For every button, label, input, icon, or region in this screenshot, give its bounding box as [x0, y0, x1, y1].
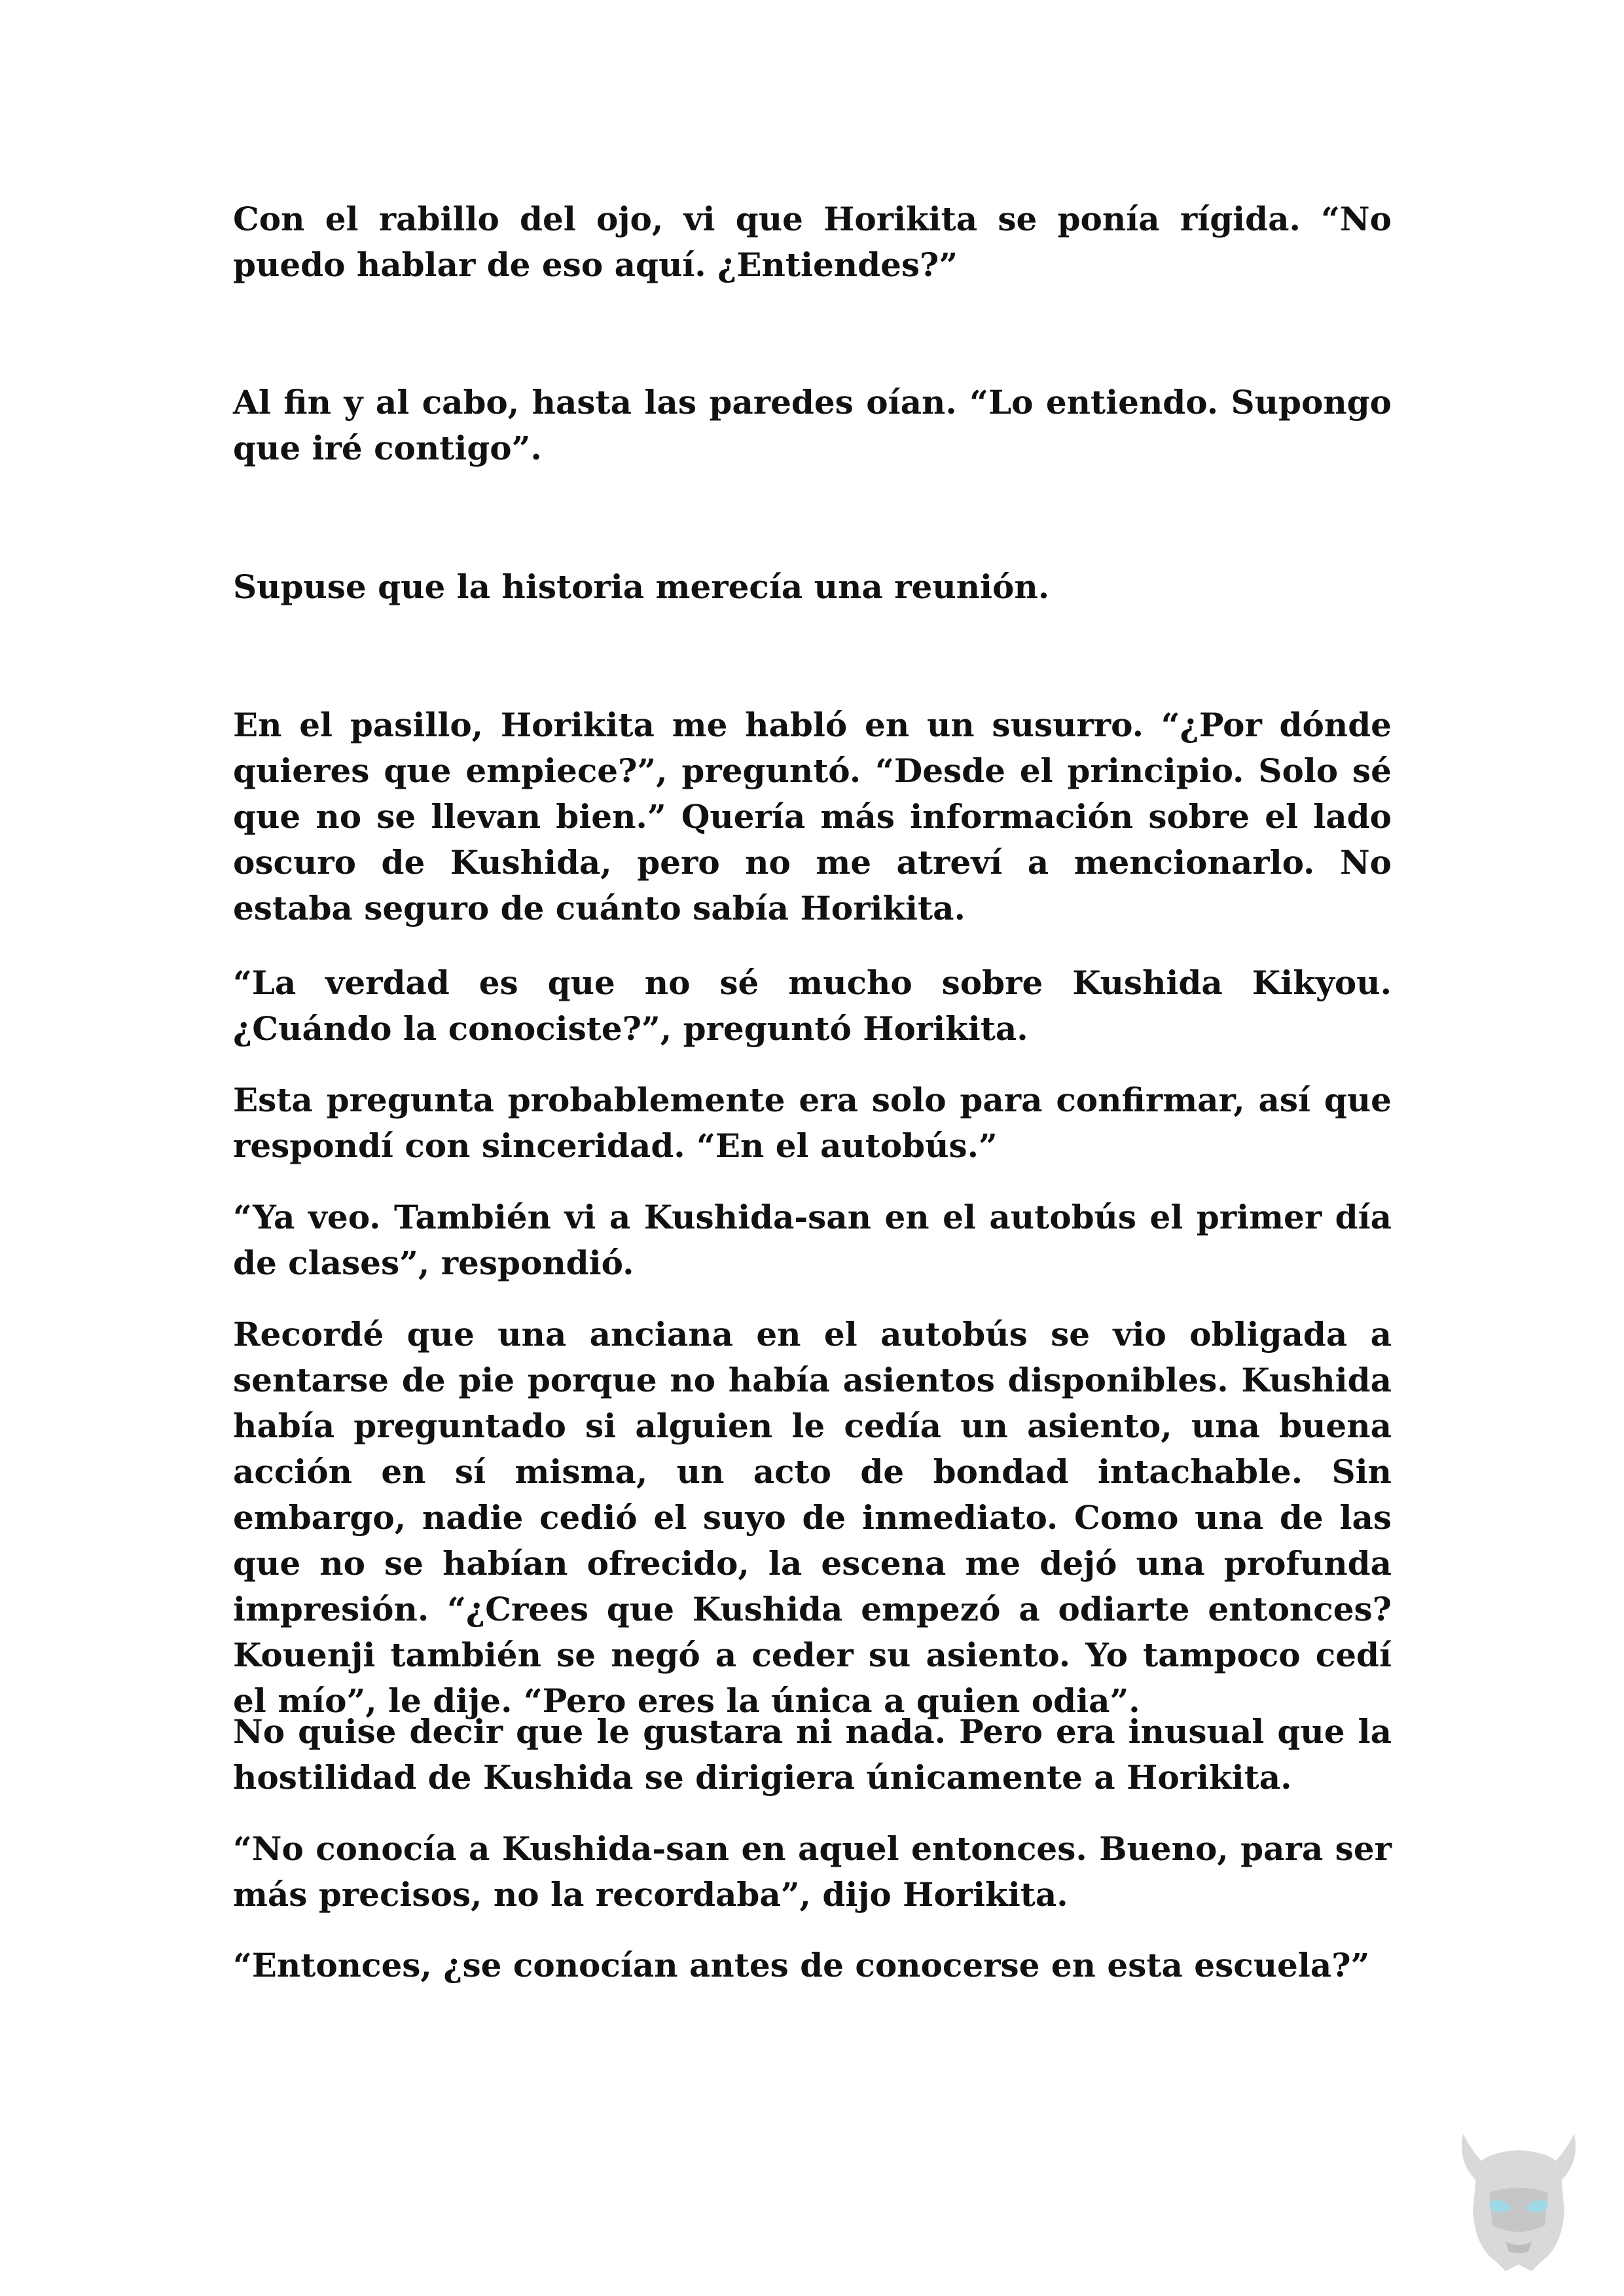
paragraph-2: Al fin y al cabo, hasta las paredes oían. “Lo entiendo. Supongo que iré contigo”. [233, 383, 1392, 467]
paragraph-7: “Ya veo. También vi a Kushida-san en el autobús el primer día de clases”, respondió. [233, 1198, 1392, 1282]
paragraph-11: “Entonces, ¿se conocían antes de conocerse en esta escuela?” [233, 1946, 1370, 1984]
paragraph-1: Con el rabillo del ojo, vi que Horikita se ponía rígida. “No puedo hablar de eso aquí. ¿Entiendes?” [233, 200, 1392, 284]
paragraph-5: “La verdad es que no sé mucho sobre Kushida Kikyou. ¿Cuándo la conociste?”, preguntó Horikita. [233, 963, 1392, 1048]
demon-head-icon [1437, 2114, 1600, 2278]
paragraph-9: No quise decir que le gustara ni nada. Pero era inusual que la hostilidad de Kushida se dirigiera únicamente a Horikita. [233, 1712, 1392, 1797]
paragraph-8: Recordé que una anciana en el autobús se vio obligada a sentarse de pie porque no había asientos disponibles. Kushida había preguntado si alguien le cedía un asiento, una buena acción en sí misma, un acto de bondad intachable. Sin embargo, nadie cedió el suyo de inmediato. Como una de las que no se habían ofrecido, la escena me dejó una profunda impresión. “¿Crees que Kushida empezó a odiarte entonces? Kouenji también se negó a ceder su asiento. Yo tampoco cedí el mío”, le dije. “Pero eres la única a quien odia”. [233, 1315, 1392, 1720]
paragraph-3: Supuse que la historia merecía una reunión. [233, 567, 1050, 606]
paragraph-6: Esta pregunta probablemente era solo para confirmar, así que respondí con sinceridad. “En el autobús.” [233, 1081, 1392, 1165]
paragraph-4: En el pasillo, Horikita me habló en un susurro. “¿Por dónde quieres que empiece?”, preguntó. “Desde el principio. Solo sé que no se llevan bien.” Quería más información sobre el lado oscuro de Kushida, pero no me atreví a mencionarlo. No estaba seguro de cuánto sabía Horikita. [233, 706, 1392, 927]
paragraph-10: “No conocía a Kushida-san en aquel entonces. Bueno, para ser más precisos, no la recordaba”, dijo Horikita. [233, 1829, 1392, 1914]
